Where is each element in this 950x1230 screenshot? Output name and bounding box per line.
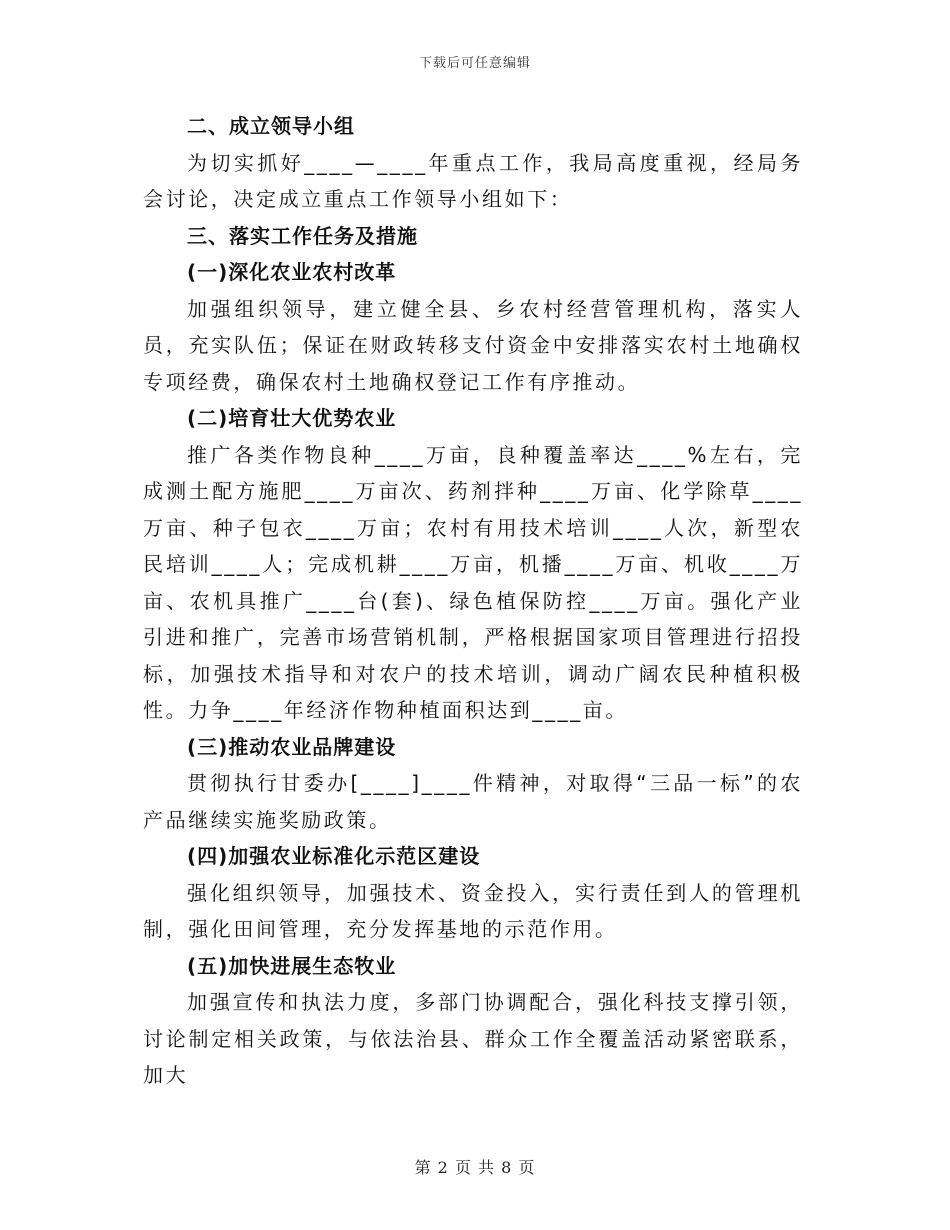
paragraph-advantage-agriculture: 推广各类作物良种____万亩，良种覆盖率达____%左右，完成测土配方施肥____万亩次、药剂拌种____万亩、化学除草____万亩、种子包衣____万亩；农村有用技术培训____人次，新型农民培训____人；完成机耕____万亩，机播____万亩、机收____万亩、农机具推广____台(套)、绿色植保防控____万亩。强化产业引进和推广，完善市场营销机制，严格根据国家项目管理进行招投标，加强技术指导和对农户的技术培训，调动广阔农民种植积极性。力争____年经济作物种植面积达到____亩。 <box>143 442 803 722</box>
page-number-footer: 第 2 页 共 8 页 <box>414 1158 536 1177</box>
paragraph-leadership-group: 为切实抓好____—____年重点工作，我局高度重视，经局务会讨论，决定成立重点工作领导小组如下： <box>143 150 803 211</box>
subheading-standardization-zone: (四)加强农业标准化示范区建设 <box>187 844 481 868</box>
paragraph-rural-reform: 加强组织领导，建立健全县、乡农村经营管理机构，落实人员，充实队伍；保证在财政转移支付资金中安排落实农村土地确权专项经费，确保农村土地确权登记工作有序推动。 <box>143 296 803 394</box>
section-heading-tasks-measures: 三、落实工作任务及措施 <box>187 223 418 248</box>
paragraph-standardization-zone: 强化组织领导，加强技术、资金投入，实行责任到人的管理机制，强化田间管理，充分发挥基地的示范作用。 <box>143 880 803 941</box>
section-heading-leadership-group: 二、成立领导小组 <box>187 114 355 138</box>
paragraph-brand-building: 贯彻执行甘委办[____]____件精神，对取得“三品一标”的农产品继续实施奖励政策。 <box>143 771 803 832</box>
paragraph-ecological-husbandry: 加强宣传和执法力度，多部门协调配合，强化科技支撑引领，讨论制定相关政策，与依法治县、群众工作全覆盖活动紧密联系，加大 <box>143 990 803 1087</box>
subheading-advantage-agriculture: (二)培育壮大优势农业 <box>187 406 397 430</box>
subheading-ecological-husbandry: (五)加快进展生态牧业 <box>187 953 397 978</box>
document-body <box>143 108 803 1094</box>
subheading-rural-reform: (一)深化农业农村改革 <box>187 260 397 284</box>
page-header-note: 下载后可任意编辑 <box>418 56 531 71</box>
subheading-brand-building: (三)推动农业品牌建设 <box>187 734 397 759</box>
